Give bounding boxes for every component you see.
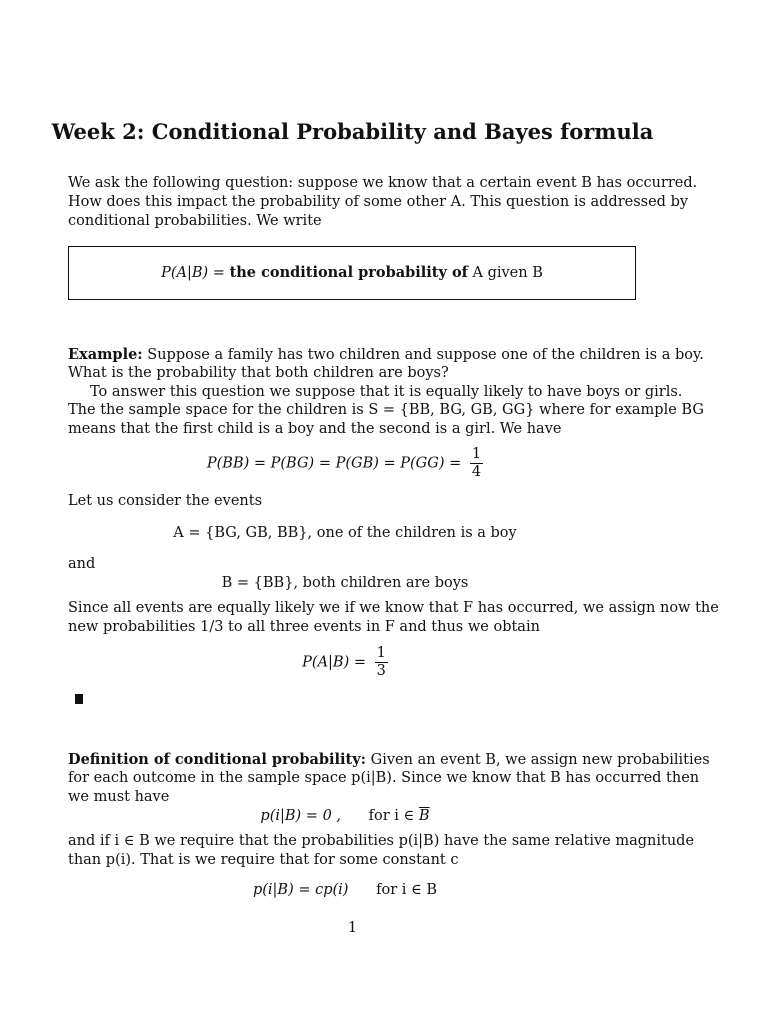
fraction-one-third: [375, 645, 388, 680]
definition-line-2: for each outcome in the sample space p(i|B). Since we know that B has occurred then: [68, 770, 700, 786]
since-line-2: new probabilities 1/3 to all three events in F and thus we obtain: [68, 619, 540, 635]
equation-conditional-result: [60, 645, 630, 680]
intro-line-3: conditional probabilities. We write: [68, 213, 322, 229]
equation-proportional: [60, 881, 630, 900]
example-label: Example:: [68, 346, 143, 363]
example-line-5: means that the first child is a boy and the second is a girl. We have: [68, 421, 562, 437]
equation-uniform-lhs: P(BB) = P(BG) = P(GB) = P(GG) =: [206, 455, 462, 472]
fraction-numerator: 1: [376, 645, 386, 661]
and-line: and: [68, 556, 96, 572]
example-line-2: What is the probability that both children are boys?: [68, 365, 449, 381]
fraction-one-quarter: [470, 446, 483, 481]
example-line-4: The the sample space for the children is S = {BB, BG, GB, GG} where for example BG: [68, 402, 704, 418]
end-of-proof-icon: [75, 694, 83, 704]
definition-line-4: and if i ∈ B we require that the probabilities p(i|B) have the same relative magnitude: [68, 833, 695, 849]
page-title: Week 2: Conditional Probability and Bayes formula: [51, 119, 654, 144]
fraction-denominator: 4: [471, 464, 482, 480]
equation-proportional-lhs: p(i|B) = cp(i): [252, 882, 349, 898]
equation-conditional-lhs: P(A|B) =: [302, 654, 366, 671]
complement-set-b: $\overline{B}$: [418, 808, 430, 824]
intro-line-1: We ask the following question: suppose we know that a certain event B has occurred.: [68, 175, 698, 191]
example-line-1: [68, 345, 704, 365]
consider-events-line: Let us consider the events: [68, 493, 263, 509]
example-line-1-text: Suppose a family has two children and suppose one of the children is a boy.: [147, 347, 704, 363]
definition-line-3: we must have: [68, 789, 170, 805]
equation-event-b: B = {BB}, both children are boys: [221, 575, 469, 591]
equation-uniform: [60, 446, 630, 481]
fraction-numerator: 1: [471, 446, 482, 462]
equation-proportional-condition: for i ∈ B: [376, 882, 438, 898]
since-line-1: Since all events are equally likely we if we know that F has occurred, we assign now the: [68, 600, 719, 616]
equation-zero-lhs: p(i|B) = 0 ,: [260, 808, 342, 824]
definition-label: Definition of conditional probability:: [68, 751, 367, 768]
definition-line-1-text: Given an event B, we assign new probabilities: [370, 752, 710, 768]
definition-line-5: than p(i). That is we require that for some constant c: [68, 852, 459, 868]
fraction-denominator: 3: [376, 663, 386, 679]
intro-line-2: How does this impact the probability of some other A. This question is addressed by: [68, 194, 689, 210]
equation-event-a: A = {BG, GB, BB}, one of the children is a boy: [173, 525, 517, 541]
equation-zero-condition: for i ∈: [368, 808, 415, 824]
definition-line-1: [68, 750, 710, 770]
page-number: 1: [347, 920, 358, 936]
box-bold-text: the conditional probability of: [229, 264, 468, 281]
box-lhs: P(A|B) =: [161, 265, 225, 281]
equation-zero-outside: [60, 807, 630, 826]
box-rest: A given B: [472, 265, 543, 281]
definition-box: [68, 246, 636, 300]
example-line-3: To answer this question we suppose that it is equally likely to have boys or girls.: [90, 384, 683, 400]
